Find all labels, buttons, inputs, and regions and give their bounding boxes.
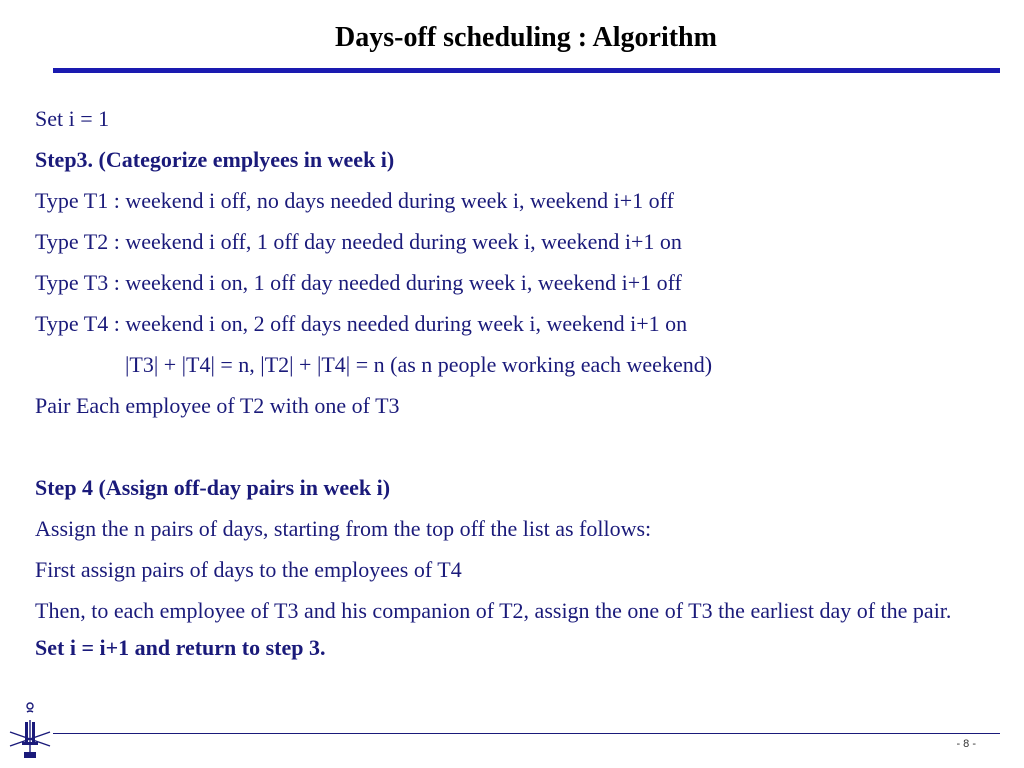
spacer	[35, 426, 995, 467]
title-underline	[53, 68, 1000, 73]
university-logo-icon	[8, 698, 52, 762]
equation-line: |T3| + |T4| = n, |T2| + |T4| = n (as n people working each weekend)	[125, 352, 713, 377]
slide-title: Days-off scheduling : Algorithm	[335, 22, 717, 53]
pair-line: Pair Each employee of T2 with one of T3	[35, 393, 400, 418]
step3-heading: Step3. (Categorize emplyees in week i)	[35, 147, 395, 172]
page-number: - 8 -	[956, 738, 976, 750]
step4-heading: Step 4 (Assign off-day pairs in week i)	[35, 475, 391, 500]
type-t3-line: Type T3 : weekend i on, 1 off day needed during week i, weekend i+1 off	[35, 270, 682, 295]
assign-pairs-line: Assign the n pairs of days, starting from the top off the list as follows:	[35, 516, 652, 541]
type-t1-line: Type T1 : weekend i off, no days needed during week i, weekend i+1 off	[35, 188, 674, 213]
then-assign-line: Then, to each employee of T3 and his companion of T2, assign the one of T3 the earliest day of the pair.	[35, 598, 952, 623]
type-t4-line: Type T4 : weekend i on, 2 off days needed during week i, weekend i+1 on	[35, 311, 688, 336]
footer-rule	[53, 733, 1000, 734]
slide-body	[35, 98, 995, 668]
type-t2-line: Type T2 : weekend i off, 1 off day needed during week i, weekend i+1 on	[35, 229, 682, 254]
set-i-increment-line: Set i = i+1 and return to step 3.	[35, 635, 326, 660]
body-line-set-i: Set i = 1	[35, 106, 110, 131]
first-assign-line: First assign pairs of days to the employees of T4	[35, 557, 462, 582]
